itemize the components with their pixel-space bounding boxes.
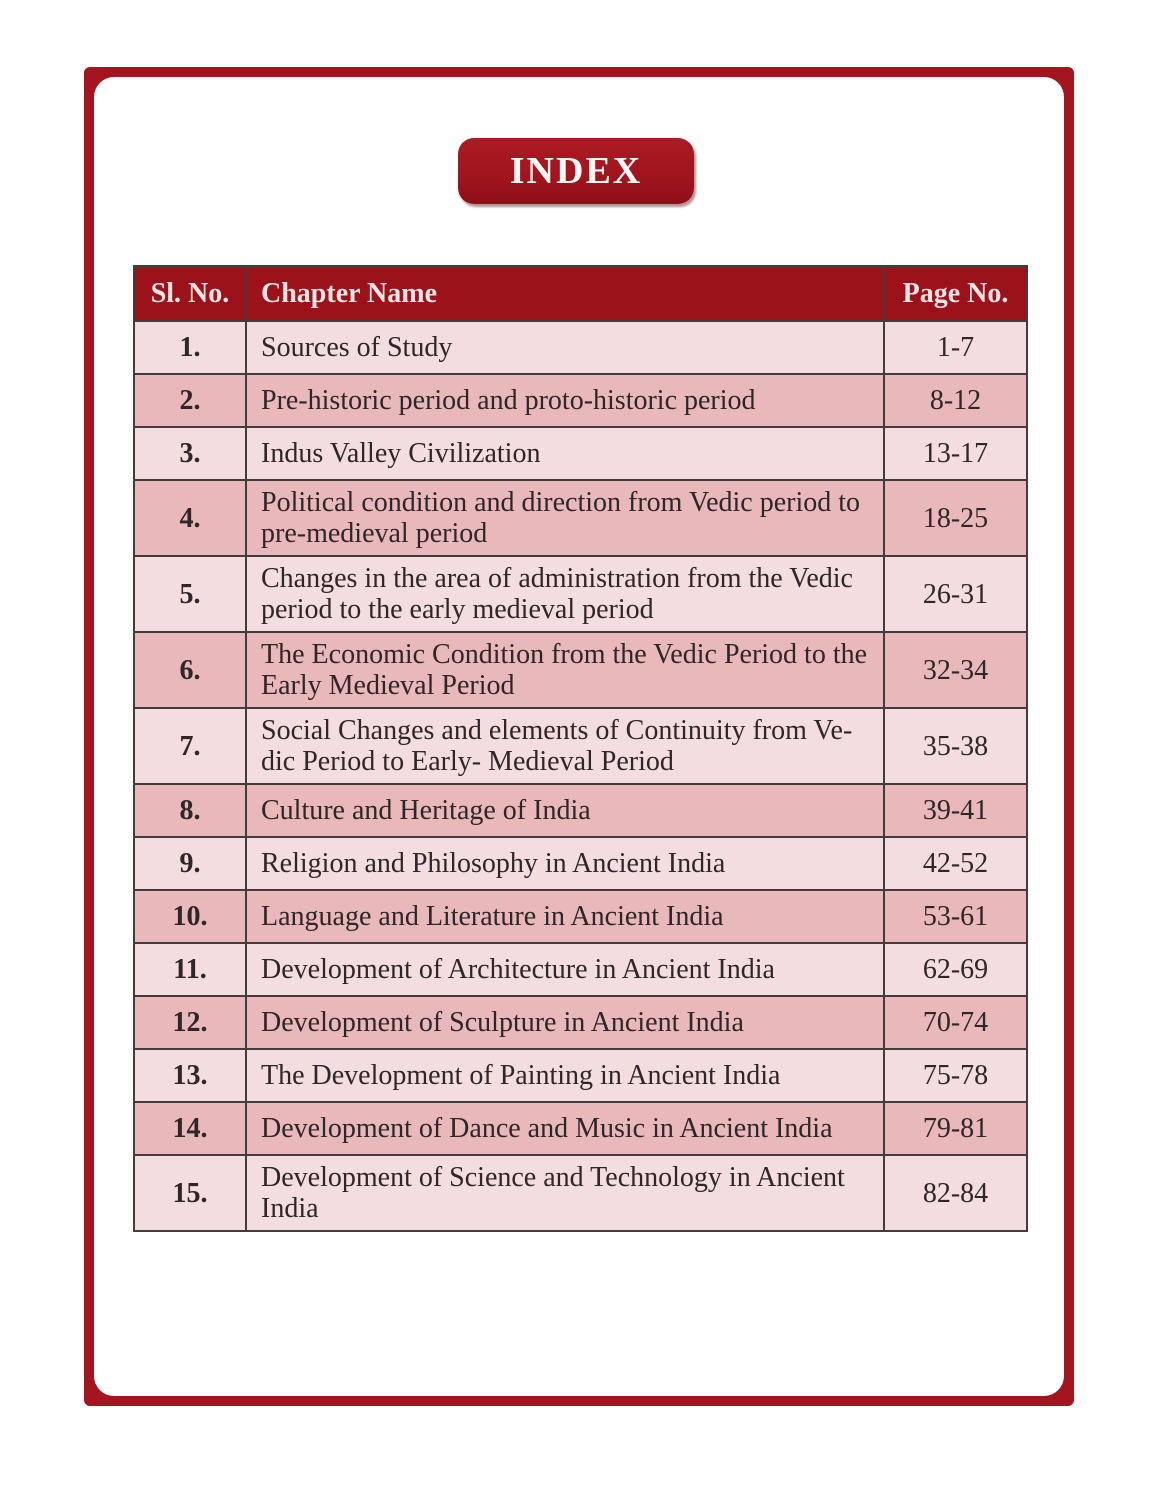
row-page-no: 18-25 [884,480,1027,556]
row-chapter-name: Development of Architecture in Ancient India [246,943,884,996]
row-page-no: 13-17 [884,427,1027,480]
row-page-no: 82-84 [884,1155,1027,1231]
row-page-no: 70-74 [884,996,1027,1049]
row-chapter-name: The Economic Condition from the Vedic Period to the Early Medieval Period [246,632,884,708]
row-page-no: 79-81 [884,1102,1027,1155]
row-page-no: 62-69 [884,943,1027,996]
row-page-no: 26-31 [884,556,1027,632]
table-row [134,427,1027,480]
row-sl-no: 2. [134,374,246,427]
row-chapter-name: Political condition and direction from Vedic period to pre-medieval period [246,480,884,556]
row-chapter-name: Development of Sculpture in Ancient India [246,996,884,1049]
row-sl-no: 4. [134,480,246,556]
table-row [134,996,1027,1049]
table-row [134,321,1027,374]
row-page-no: 75-78 [884,1049,1027,1102]
row-page-no: 35-38 [884,708,1027,784]
row-sl-no: 7. [134,708,246,784]
row-page-no: 39-41 [884,784,1027,837]
row-chapter-name: Social Changes and elements of Continuity from Ve- dic Period to Early- Medieval Period [246,708,884,784]
table-row [134,1102,1027,1155]
index-table-header [134,266,1027,321]
row-chapter-name: Sources of Study [246,321,884,374]
row-sl-no: 1. [134,321,246,374]
index-table-body [134,321,1027,1231]
table-row [134,632,1027,708]
row-sl-no: 12. [134,996,246,1049]
row-page-no: 1-7 [884,321,1027,374]
row-chapter-name: Indus Valley Civilization [246,427,884,480]
row-page-no: 32-34 [884,632,1027,708]
row-chapter-name: Culture and Heritage of India [246,784,884,837]
row-sl-no: 13. [134,1049,246,1102]
row-chapter-name: Changes in the area of administration from the Vedic period to the early medieval period [246,556,884,632]
row-chapter-name: Language and Literature in Ancient India [246,890,884,943]
row-page-no: 8-12 [884,374,1027,427]
row-sl-no: 9. [134,837,246,890]
row-chapter-name: Religion and Philosophy in Ancient India [246,837,884,890]
index-title-badge [458,138,694,204]
row-sl-no: 14. [134,1102,246,1155]
index-table [133,265,1028,1232]
row-sl-no: 8. [134,784,246,837]
row-page-no: 53-61 [884,890,1027,943]
row-page-no: 42-52 [884,837,1027,890]
table-row [134,480,1027,556]
row-sl-no: 6. [134,632,246,708]
table-row [134,1049,1027,1102]
table-row [134,556,1027,632]
table-row [134,374,1027,427]
row-sl-no: 10. [134,890,246,943]
table-row [134,784,1027,837]
table-row [134,943,1027,996]
row-sl-no: 3. [134,427,246,480]
table-row [134,708,1027,784]
header-cell-sl-no: Sl. No. [134,266,246,321]
row-chapter-name: Development of Science and Technology in Ancient India [246,1155,884,1231]
row-sl-no: 11. [134,943,246,996]
row-chapter-name: Pre-historic period and proto-historic period [246,374,884,427]
table-row [134,890,1027,943]
row-sl-no: 15. [134,1155,246,1231]
index-title: INDEX [509,150,643,192]
row-chapter-name: The Development of Painting in Ancient India [246,1049,884,1102]
row-chapter-name: Development of Dance and Music in Ancient India [246,1102,884,1155]
row-sl-no: 5. [134,556,246,632]
header-row [134,266,1027,321]
header-cell-chapter-name: Chapter Name [246,266,884,321]
header-cell-page-no: Page No. [884,266,1027,321]
table-row [134,837,1027,890]
table-row [134,1155,1027,1231]
